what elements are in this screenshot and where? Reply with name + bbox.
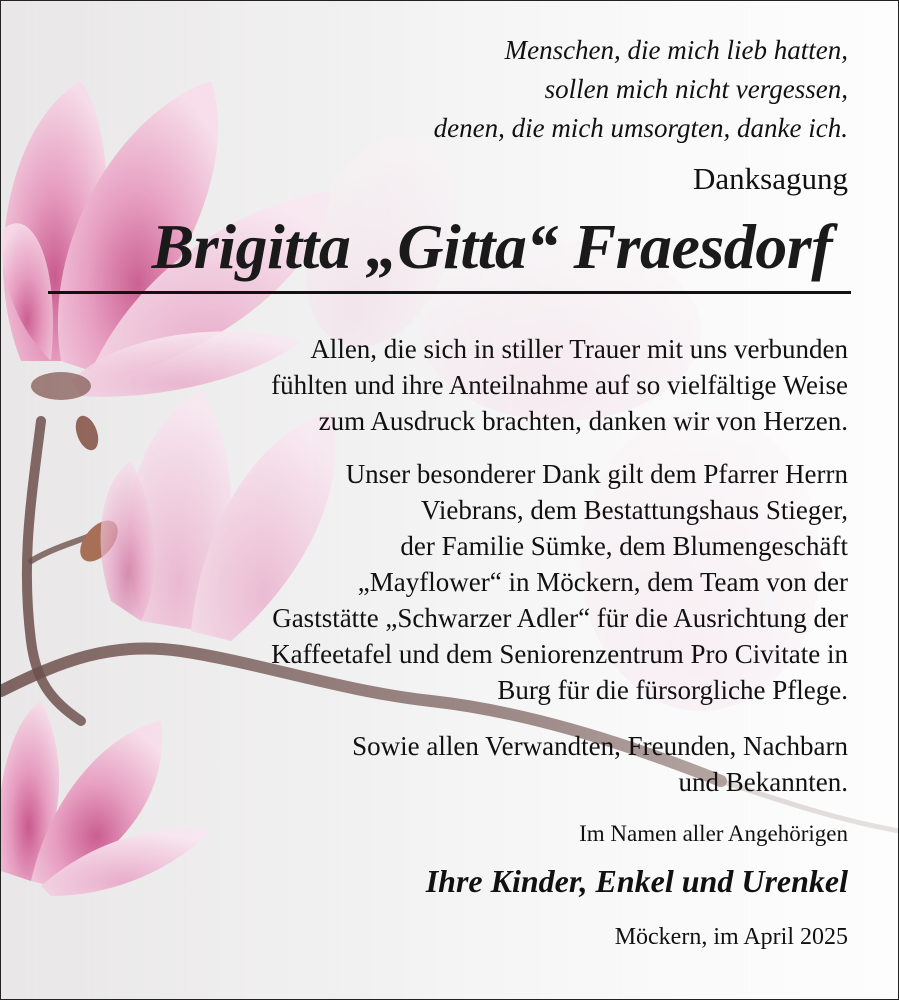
deceased-name: Brigitta „Gitta“ Fraesdorf xyxy=(151,211,832,282)
paragraph-thanks-relatives: Sowie allen Verwandten, Freunden, Nachbarn und Bekannten. xyxy=(352,731,848,797)
paragraph-thanks-general: Allen, die sich in stiller Trauer mit uns verbunden fühlten und ihre Anteilnahme auf so vielfältige Weise zum Ausdruck brachten, danken wir von Herzen. xyxy=(271,334,848,436)
signature-name: Ihre Kinder, Enkel und Urenkel xyxy=(425,863,848,899)
motto-verse: Menschen, die mich lieb hatten, sollen mich nicht vergessen, denen, die mich umsorgten, danke ich. xyxy=(433,35,848,143)
place-date: Möckern, im April 2025 xyxy=(614,924,848,950)
paragraph-thanks-special: Unser besonderer Dank gilt dem Pfarrer Herrn Viebrans, dem Bestattungshaus Stieger, der Familie Sümke, dem Blumengeschäft „Mayflower“ in Möckern, dem Team von der Gaststätte „Schwarzer Adler“ für die Ausrichtung der Kaffeetafel und dem Seniorenzentrum Pro Civitate in Burg für die fürsorgliche Pflege. xyxy=(271,459,848,705)
divider-rule xyxy=(48,291,851,294)
signature-intro: Im Namen aller Angehörigen xyxy=(579,821,848,846)
heading-danksagung: Danksagung xyxy=(693,161,848,196)
